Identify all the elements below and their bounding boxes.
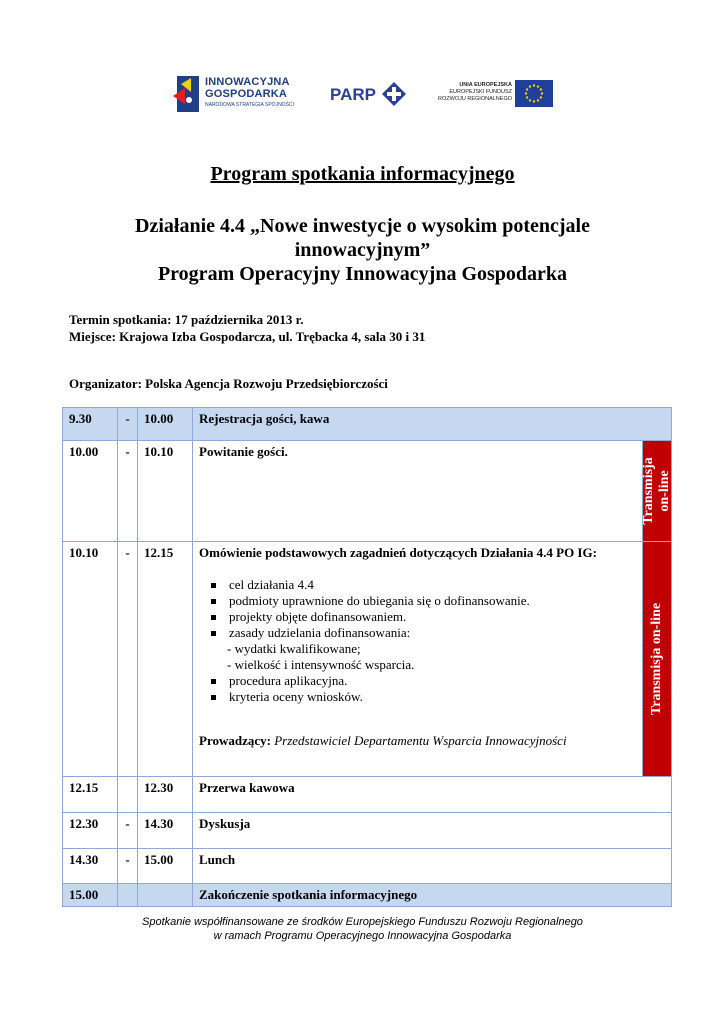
time-dash: - xyxy=(118,441,138,542)
table-row xyxy=(63,813,672,849)
eu-logo xyxy=(438,78,553,112)
subtitle-line2: innowacyjnym” xyxy=(294,239,431,261)
start-time: 12.30 xyxy=(63,813,118,849)
presenter xyxy=(199,733,636,749)
transmission-label: Transmisja on-line xyxy=(649,602,664,716)
end-time: 12.30 xyxy=(138,777,193,813)
agenda-item: Rejestracja gości, kawa xyxy=(193,408,672,441)
time-dash xyxy=(118,777,138,813)
parp-logo-mark-icon xyxy=(382,82,406,106)
subtitle xyxy=(80,214,645,286)
agenda-item: Dyskusja xyxy=(193,813,672,849)
start-time: 9.30 xyxy=(63,408,118,441)
time-dash: - xyxy=(118,408,138,441)
start-time: 12.15 xyxy=(63,777,118,813)
list-subitem: - wydatki kwalifikowane; xyxy=(227,641,361,656)
time-dash: - xyxy=(118,849,138,884)
eu-logo-line2: EUROPEJSKI FUNDUSZ xyxy=(449,89,512,95)
agenda-item xyxy=(193,542,643,777)
agenda-subitems xyxy=(199,577,636,705)
page-title: Program spotkania informacyjnego xyxy=(210,163,515,185)
eu-logo-line1: UNIA EUROPEJSKA xyxy=(459,82,512,88)
ig-logo-mark-icon xyxy=(173,74,201,114)
table-row xyxy=(63,542,672,777)
end-time: 14.30 xyxy=(138,813,193,849)
end-time: 10.00 xyxy=(138,408,193,441)
presenter-label: Prowadzący: xyxy=(199,733,271,748)
table-row xyxy=(63,441,672,542)
start-time: 10.10 xyxy=(63,542,118,777)
end-time: 12.15 xyxy=(138,542,193,777)
subtitle-line1: Działanie 4.4 „Nowe inwestycje o wysokim potencjale xyxy=(135,215,590,237)
schedule-table xyxy=(62,407,672,907)
list-item: kryteria oceny wniosków. xyxy=(229,689,636,705)
start-time: 10.00 xyxy=(63,441,118,542)
meeting-place: Miejsce: Krajowa Izba Gospodarcza, ul. Trębacka 4, sala 30 i 31 xyxy=(69,329,426,344)
parp-logo-text: PARP xyxy=(330,85,376,104)
time-dash xyxy=(118,884,138,907)
start-time: 14.30 xyxy=(63,849,118,884)
presenter-name: Przedstawiciel Departamentu Wsparcia Innowacyjności xyxy=(274,733,567,748)
subtitle-line3: Program Operacyjny Innowacyjna Gospodarka xyxy=(157,263,568,285)
start-time: 15.00 xyxy=(63,884,118,907)
meeting-date: Termin spotkania: 17 października 2013 r. xyxy=(69,312,304,327)
transmission-badge xyxy=(643,542,672,777)
table-row xyxy=(63,408,672,441)
logo-bar xyxy=(0,70,725,120)
end-time: 10.10 xyxy=(138,441,193,542)
footer-line1: Spotkanie współfinansowane ze środków Europejskiego Funduszu Rozwoju Regionalnego xyxy=(142,916,583,928)
ig-logo-line2: GOSPODARKA xyxy=(205,88,288,100)
table-row xyxy=(63,777,672,813)
transmission-label-line2: on-line xyxy=(657,470,672,512)
agenda-item-title: Omówienie podstawowych zagadnień dotyczących Działania 4.4 PO IG: xyxy=(199,545,597,560)
eu-flag-icon xyxy=(515,80,553,107)
agenda-item: Lunch xyxy=(193,849,672,884)
transmission-label-line1: Transmisja xyxy=(641,457,656,525)
ig-logo-line1: INNOWACYJNA xyxy=(205,76,290,88)
list-item: procedura aplikacyjna. xyxy=(229,673,636,689)
table-row xyxy=(63,849,672,884)
end-time xyxy=(138,884,193,907)
time-dash: - xyxy=(118,542,138,777)
organizer: Organizator: Polska Agencja Rozwoju Przedsiębiorczości xyxy=(69,376,388,391)
table-row xyxy=(63,884,672,907)
list-item: cel działania 4.4 xyxy=(229,577,636,593)
parp-logo xyxy=(330,82,408,108)
list-subitem: - wielkość i intensywność wsparcia. xyxy=(227,657,415,672)
list-item: zasady udzielania dofinansowania: xyxy=(229,625,636,641)
end-time: 15.00 xyxy=(138,849,193,884)
eu-logo-line3: ROZWOJU REGIONALNEGO xyxy=(438,96,512,102)
list-item: podmioty uprawnione do ubiegania się o dofinansowanie. xyxy=(229,593,636,609)
footer xyxy=(0,915,725,943)
ig-logo-line3: NARODOWA STRATEGIA SPÓJNOŚCI xyxy=(205,102,294,108)
time-dash: - xyxy=(118,813,138,849)
innowacyjna-gospodarka-logo xyxy=(173,74,308,116)
agenda-item: Przerwa kawowa xyxy=(193,777,672,813)
agenda-item: Powitanie gości. xyxy=(193,441,643,542)
list-item: projekty objęte dofinansowaniem. xyxy=(229,609,636,625)
footer-line2: w ramach Programu Operacyjnego Innowacyjna Gospodarka xyxy=(213,930,512,942)
transmission-badge xyxy=(643,441,672,542)
agenda-item: Zakończenie spotkania informacyjnego xyxy=(193,884,672,907)
